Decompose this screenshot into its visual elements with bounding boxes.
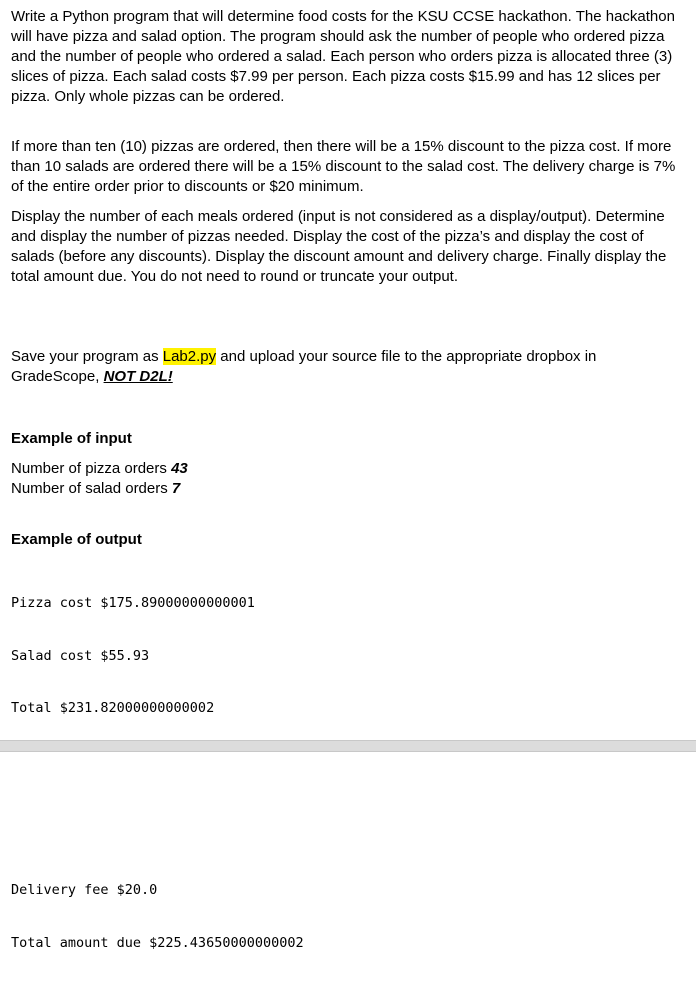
output-line-total: Total $231.82000000000002 [11,700,215,716]
salad-orders-label: Number of salad orders [11,480,172,497]
output-line-total-amount-due: Total amount due $225.43650000000002 [11,934,304,951]
save-middle-text: and upload your source file to the appropriate dropbox in GradeScope, [11,348,597,385]
problem-description-paragraph: Write a Python program that will determine food costs for the KSU CCSE hackathon. The hackathon will have pizza and salad option. The program should ask the number of people who ordered pizza and the number of people who ordered a salad. Each person who orders pizza is allocated three (3) slices of pizza. Each salad costs $7.99 per person. Each pizza costs $15.99 and has 12 slices per pizza. Only whole pizzas can be ordered. [11,8,675,105]
pizza-orders-label: Number of pizza orders [11,460,172,477]
output-line-pizza-cost: Pizza cost $175.89000000000001 [11,595,255,611]
example-input-heading: Example of input [11,430,132,447]
display-requirements-paragraph: Display the number of each meals ordered (input is not considered as a display/output). Determine and display the number of pizzas needed. Display the cost of the pizza’s and display the cost of salads (before any discounts). Display the discount amount and delivery charge. Finally display the total amount due. You do not need to round or truncate your output. [11,208,667,285]
salad-orders-line [11,479,681,499]
discount-rules-paragraph: If more than ten (10) pizzas are ordered, then there will be a 15% discount to the pizza cost. If more than 10 salads are ordered there will be a 15% discount to the salad cost. The delivery charge is 7% of the entire order prior to discounts or $20 minimum. [11,138,676,195]
salad-orders-value: 7 [171,480,181,497]
document-page-2 [0,752,696,951]
pizza-orders-line [11,459,681,479]
example-output-block-page2 [11,847,304,987]
highlighted-filename: Lab2.py [162,348,217,365]
page-break-divider [0,740,696,752]
submission-instructions-paragraph [11,347,681,387]
save-prefix-text: Save your program as [11,348,163,365]
not-d2l-emphasis: NOT D2L! [103,368,173,385]
example-input-block [11,459,681,499]
pizza-orders-value: 43 [171,460,188,477]
output-line-salad-cost: Salad cost $55.93 [11,647,150,664]
output-line-delivery-fee: Delivery fee $20.0 [11,882,158,898]
example-output-heading: Example of output [11,531,142,548]
